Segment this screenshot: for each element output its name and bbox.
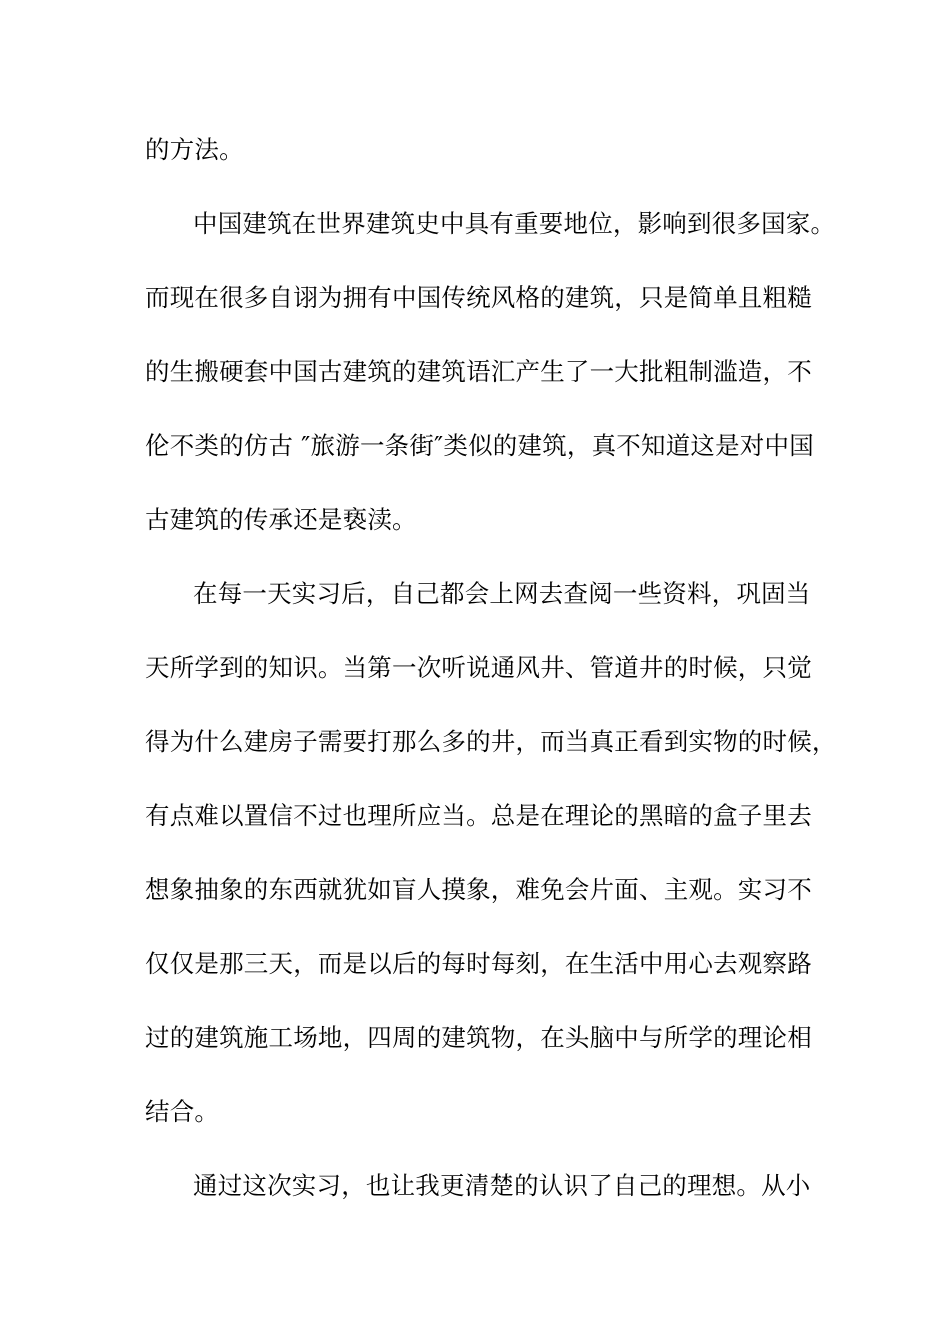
- text-line-10: 有点难以置信不过也理所应当。总是在理论的黑暗的盒子里去: [145, 801, 812, 830]
- text-line-9: 得为什么建房子需要打那么多的井，而当真正看到实物的时候，: [145, 727, 837, 756]
- text-line-5: 伦不类的仿古 ″旅游一条街″类似的建筑，真不知道这是对中国: [145, 431, 814, 460]
- text-line-6: 古建筑的传承还是亵渎。: [145, 505, 417, 534]
- text-line-8: 天所学到的知识。当第一次听说通风井、管道井的时候，只觉: [145, 653, 812, 682]
- text-line-1: 的方法。: [145, 135, 244, 164]
- paragraph-start-line-15: 通过这次实习，也让我更清楚的认识了自己的理想。从小: [193, 1171, 811, 1200]
- paragraph-start-line-2: 中国建筑在世界建筑史中具有重要地位，影响到很多国家。: [193, 209, 836, 238]
- text-line-4: 的生搬硬套中国古建筑的建筑语汇产生了一大批粗制滥造，不: [145, 357, 812, 386]
- text-line-3: 而现在很多自诩为拥有中国传统风格的建筑，只是简单且粗糙: [145, 283, 812, 312]
- text-line-13: 过的建筑施工场地，四周的建筑物，在头脑中与所学的理论相: [145, 1023, 812, 1052]
- text-line-12: 仅仅是那三天，而是以后的每时每刻，在生活中用心去观察路: [145, 949, 812, 978]
- text-line-14: 结合。: [145, 1097, 220, 1126]
- paragraph-start-line-7: 在每一天实习后，自己都会上网去查阅一些资料，巩固当: [193, 579, 811, 608]
- text-line-11: 想象抽象的东西就犹如盲人摸象，难免会片面、主观。实习不: [145, 875, 812, 904]
